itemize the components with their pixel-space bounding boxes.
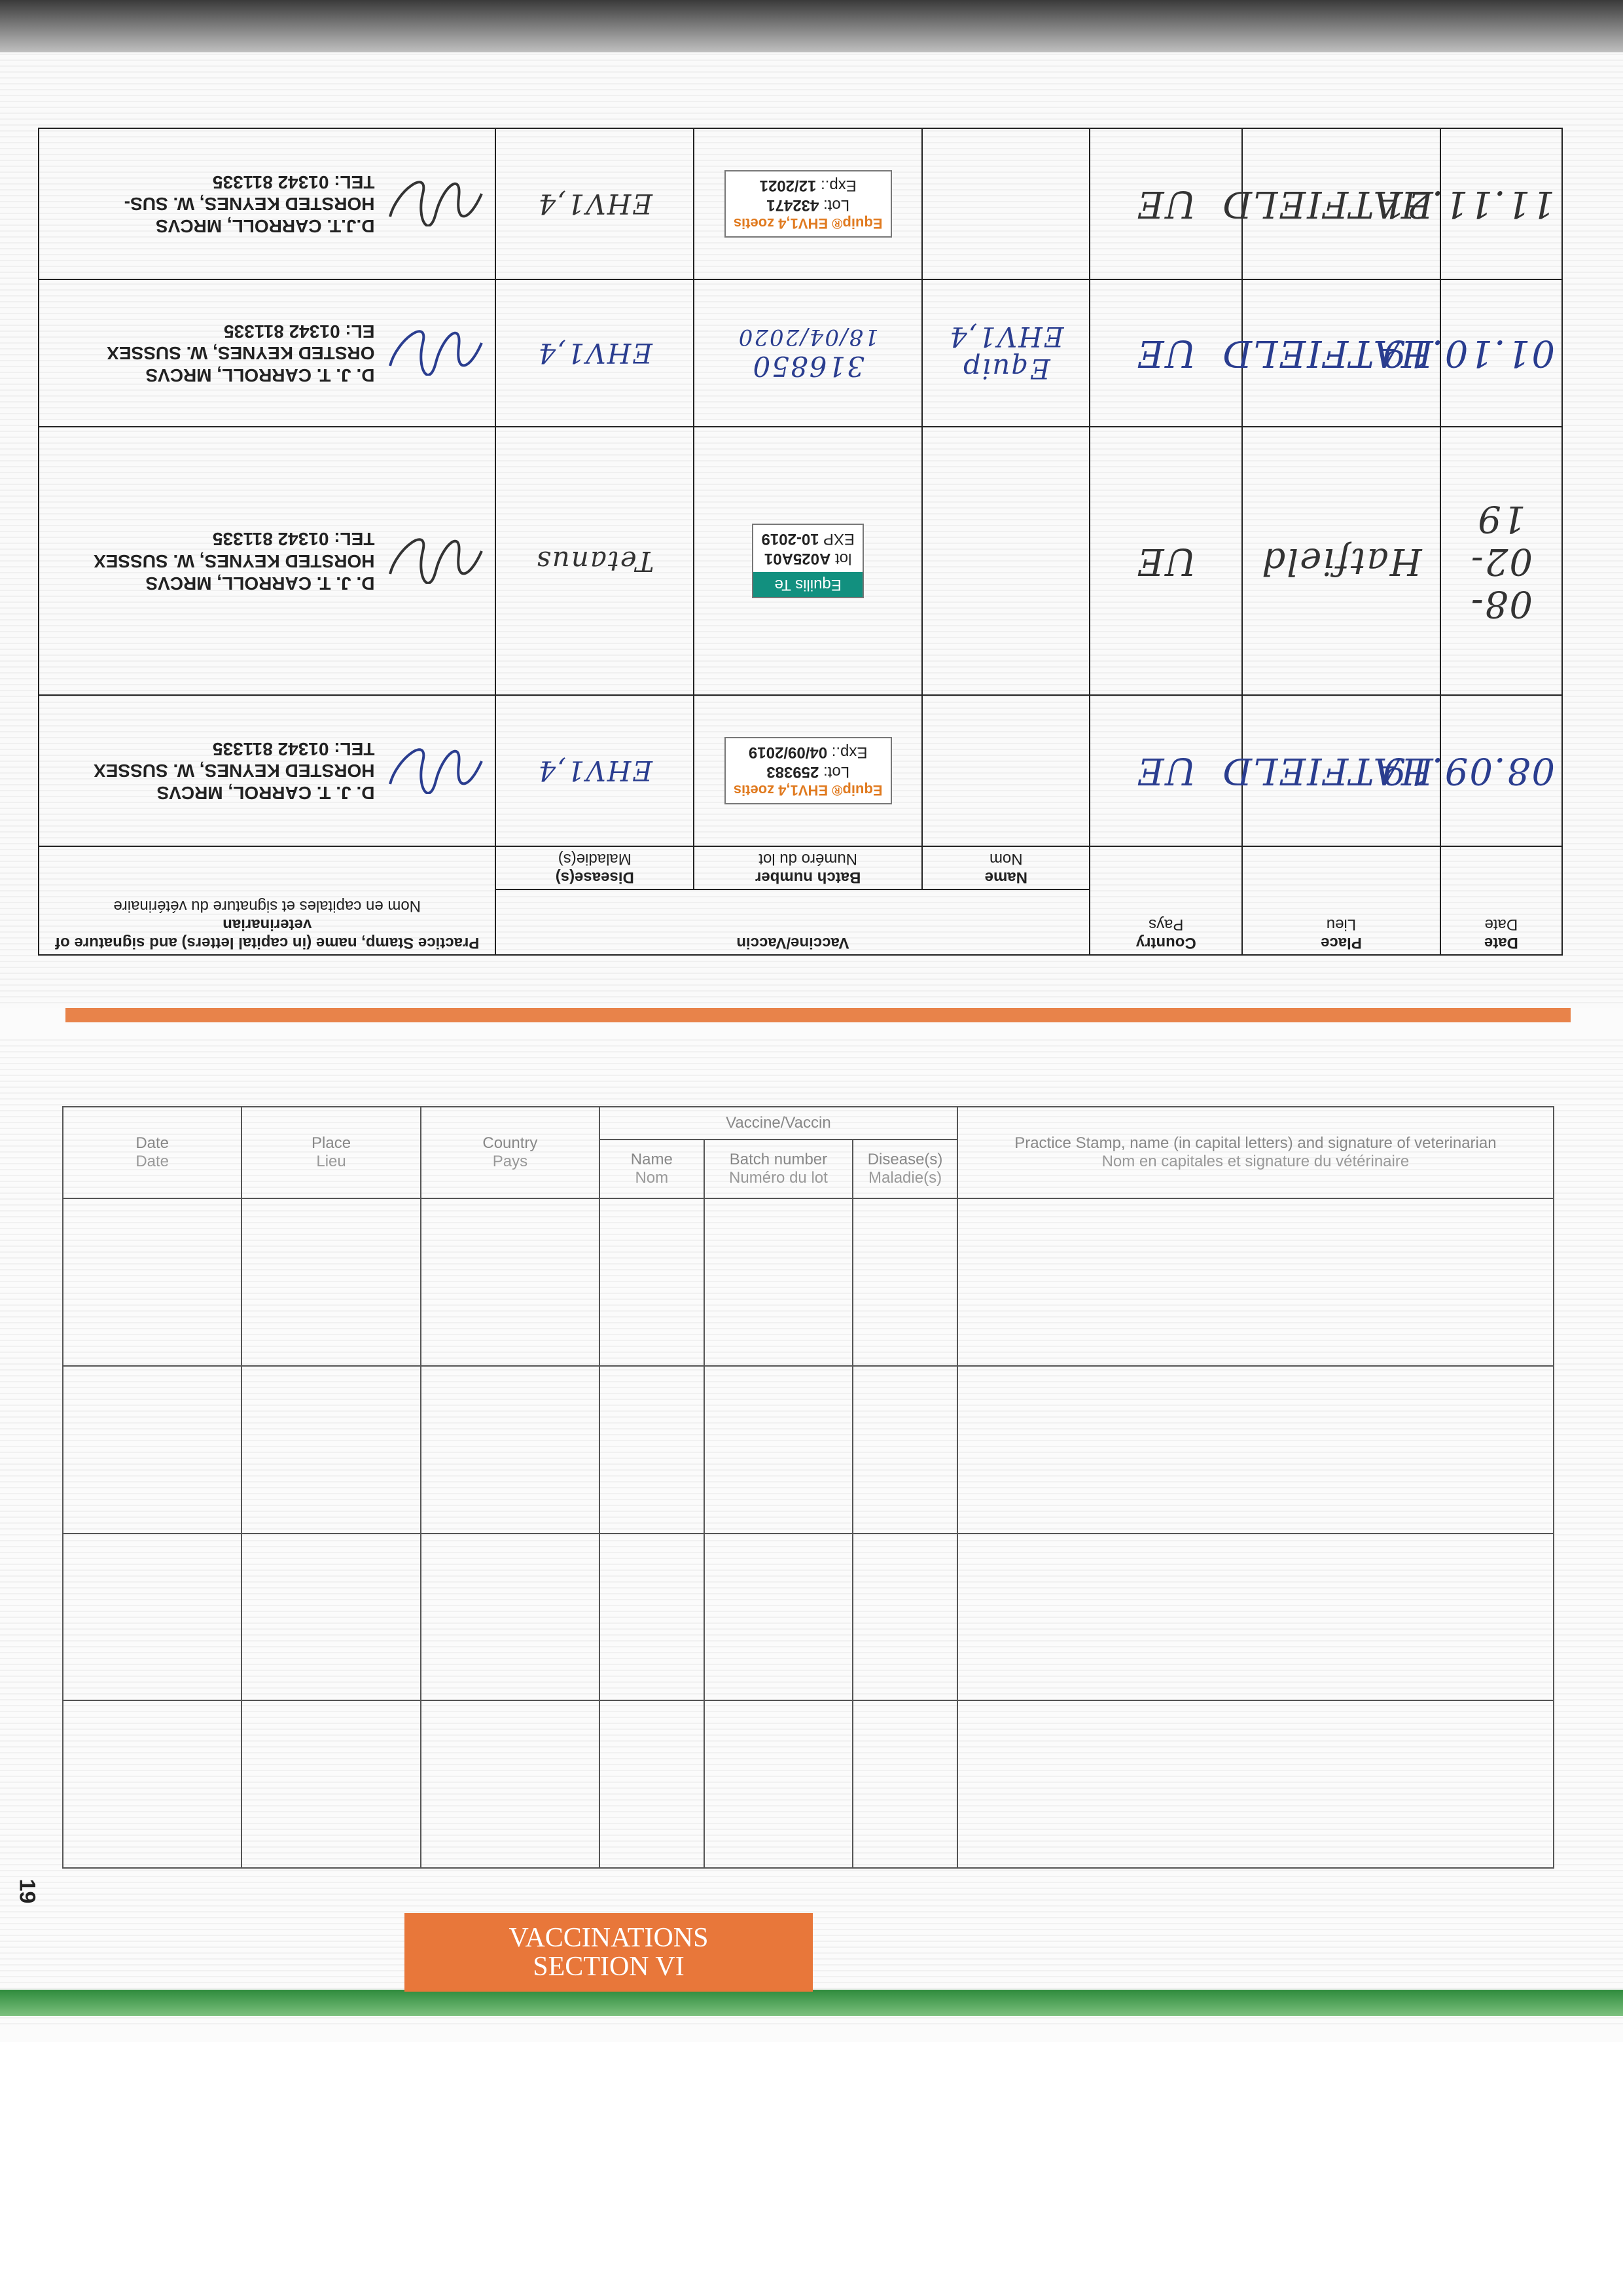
header-name: Name Nom xyxy=(922,846,1090,889)
blank-cell[interactable] xyxy=(241,1198,420,1366)
vaccine-batch-label: Equip® EHV1,4 zoetis Lot: 432471 Exp.: 12/2021 xyxy=(724,170,892,238)
table-row xyxy=(63,1366,1554,1534)
blank-cell[interactable] xyxy=(421,1700,599,1868)
record-batch xyxy=(694,128,922,279)
blank-cell[interactable] xyxy=(957,1366,1554,1534)
blank-cell[interactable] xyxy=(421,1534,599,1701)
record-stamp xyxy=(39,128,495,279)
header-disease: Disease(s) Maladie(s) xyxy=(495,846,694,889)
practice-stamp: D. J. T. CARROLL, MRCVS HORSTED KEYNES, W. SUSSEX TEL: 01342 811335 xyxy=(94,529,375,594)
vaccine-batch-label: Equip® EHV1,4 zoetis Lot: 259383 Exp.: 04/09/2019 xyxy=(724,737,892,805)
record-place: Hatfield xyxy=(1242,427,1440,695)
record-batch: 316850 18/04/2020 xyxy=(694,279,922,427)
record-name xyxy=(922,427,1090,695)
blank-cell[interactable] xyxy=(853,1366,957,1534)
signature-icon xyxy=(383,748,488,794)
record-disease: EHV1,4 xyxy=(495,695,694,846)
blank-cell[interactable] xyxy=(63,1366,241,1534)
signature-icon xyxy=(383,330,488,376)
header-batch: Batch number Numéro du lot xyxy=(694,846,922,889)
blank-cell[interactable] xyxy=(599,1700,704,1868)
record-date: 08-02-19 xyxy=(1440,427,1562,695)
signature-icon xyxy=(383,181,488,226)
blank-cell[interactable] xyxy=(957,1198,1554,1366)
blank-cell[interactable] xyxy=(957,1700,1554,1868)
blank-cell[interactable] xyxy=(63,1534,241,1701)
practice-stamp: D.J.T. CARROLL, MRCVS HORSTED KEYNES, W. SUS- TEL: 01342 811335 xyxy=(124,171,375,236)
blank-cell[interactable] xyxy=(853,1198,957,1366)
page-number: 19 xyxy=(14,1878,40,1904)
booklet-cover-edge xyxy=(0,1990,1623,2016)
blank-cell[interactable] xyxy=(704,1700,853,1868)
record-country: UE xyxy=(1090,279,1242,427)
blank-cell[interactable] xyxy=(957,1534,1554,1701)
table-row xyxy=(39,128,1562,279)
record-stamp xyxy=(39,279,495,427)
vaccination-table-filled xyxy=(38,128,1563,956)
record-name xyxy=(922,695,1090,846)
blank-cell[interactable] xyxy=(704,1366,853,1534)
record-place: HATFIELD xyxy=(1242,279,1440,427)
blank-cell[interactable] xyxy=(63,1700,241,1868)
blank-cell[interactable] xyxy=(599,1198,704,1366)
record-disease: EHV1,4 xyxy=(495,128,694,279)
practice-stamp: D. J. T. CARROL, MRCVS HORSTED KEYNES, W. SUSSEX TEL: 01342 811335 xyxy=(94,738,375,804)
record-name xyxy=(922,128,1090,279)
header-place: Place Lieu xyxy=(1242,846,1440,955)
book-spine xyxy=(65,1008,1571,1022)
record-country: UE xyxy=(1090,427,1242,695)
signature-icon xyxy=(383,538,488,584)
vaccine-batch-label: Equilis Te lot A025A01 EXP 10-2019 xyxy=(753,524,864,598)
header-disease: Disease(s) Maladie(s) xyxy=(853,1139,957,1198)
vaccination-table-blank xyxy=(62,1106,1554,1869)
header-country: Country Pays xyxy=(1090,846,1242,955)
record-place: HATFIELD xyxy=(1242,128,1440,279)
blank-cell[interactable] xyxy=(853,1700,957,1868)
blank-cell[interactable] xyxy=(241,1700,420,1868)
record-stamp xyxy=(39,427,495,695)
record-date: 08.09.19 xyxy=(1440,695,1562,846)
record-batch xyxy=(694,695,922,846)
header-vaccine: Vaccine/Vaccin xyxy=(495,889,1090,955)
blank-cell[interactable] xyxy=(704,1534,853,1701)
header-name: Name Nom xyxy=(599,1139,704,1198)
record-batch xyxy=(694,427,922,695)
header-batch: Batch number Numéro du lot xyxy=(704,1139,853,1198)
practice-stamp: D. J. T. CARROLL, MRCVS ORSTED KEYNES, W. SUSSEX EL: 01342 811335 xyxy=(107,321,375,386)
table-row xyxy=(63,1534,1554,1701)
blank-cell[interactable] xyxy=(421,1198,599,1366)
table-row xyxy=(63,1198,1554,1366)
record-country: UE xyxy=(1090,128,1242,279)
header-stamp: Practice Stamp, name (in capital letters) and signature of veterinarian Nom en capitales et signature du vétérinaire xyxy=(957,1107,1554,1198)
header-country: Country Pays xyxy=(421,1107,599,1198)
table-row xyxy=(39,695,1562,846)
blank-cell[interactable] xyxy=(241,1534,420,1701)
record-date: 11.11.21 xyxy=(1440,128,1562,279)
record-place: HATFIELD xyxy=(1242,695,1440,846)
blank-cell[interactable] xyxy=(599,1534,704,1701)
record-disease: Tetanus xyxy=(495,427,694,695)
header-stamp: Practice Stamp, name (in capital letters) and signature of veterinarian Nom en capitales et signature du vétérinaire xyxy=(39,846,495,955)
header-place: Place Lieu xyxy=(241,1107,420,1198)
header-vaccine: Vaccine/Vaccin xyxy=(599,1107,957,1139)
blank-cell[interactable] xyxy=(241,1366,420,1534)
header-date: Date Date xyxy=(63,1107,241,1198)
blank-cell[interactable] xyxy=(599,1366,704,1534)
record-disease: EHV1,4 xyxy=(495,279,694,427)
record-name: Equip EHV1,4 xyxy=(922,279,1090,427)
table-row xyxy=(39,427,1562,695)
scanner-background xyxy=(0,2042,1623,2296)
blank-cell[interactable] xyxy=(853,1534,957,1701)
blank-cell[interactable] xyxy=(63,1198,241,1366)
table-row xyxy=(39,279,1562,427)
record-country: UE xyxy=(1090,695,1242,846)
header-date: Date Date xyxy=(1440,846,1562,955)
table-row xyxy=(63,1700,1554,1868)
record-stamp xyxy=(39,695,495,846)
blank-cell[interactable] xyxy=(421,1366,599,1534)
record-date: 01.10.19 xyxy=(1440,279,1562,427)
blank-cell[interactable] xyxy=(704,1198,853,1366)
section-title: VACCINATIONS SECTION VI xyxy=(404,1913,813,1992)
